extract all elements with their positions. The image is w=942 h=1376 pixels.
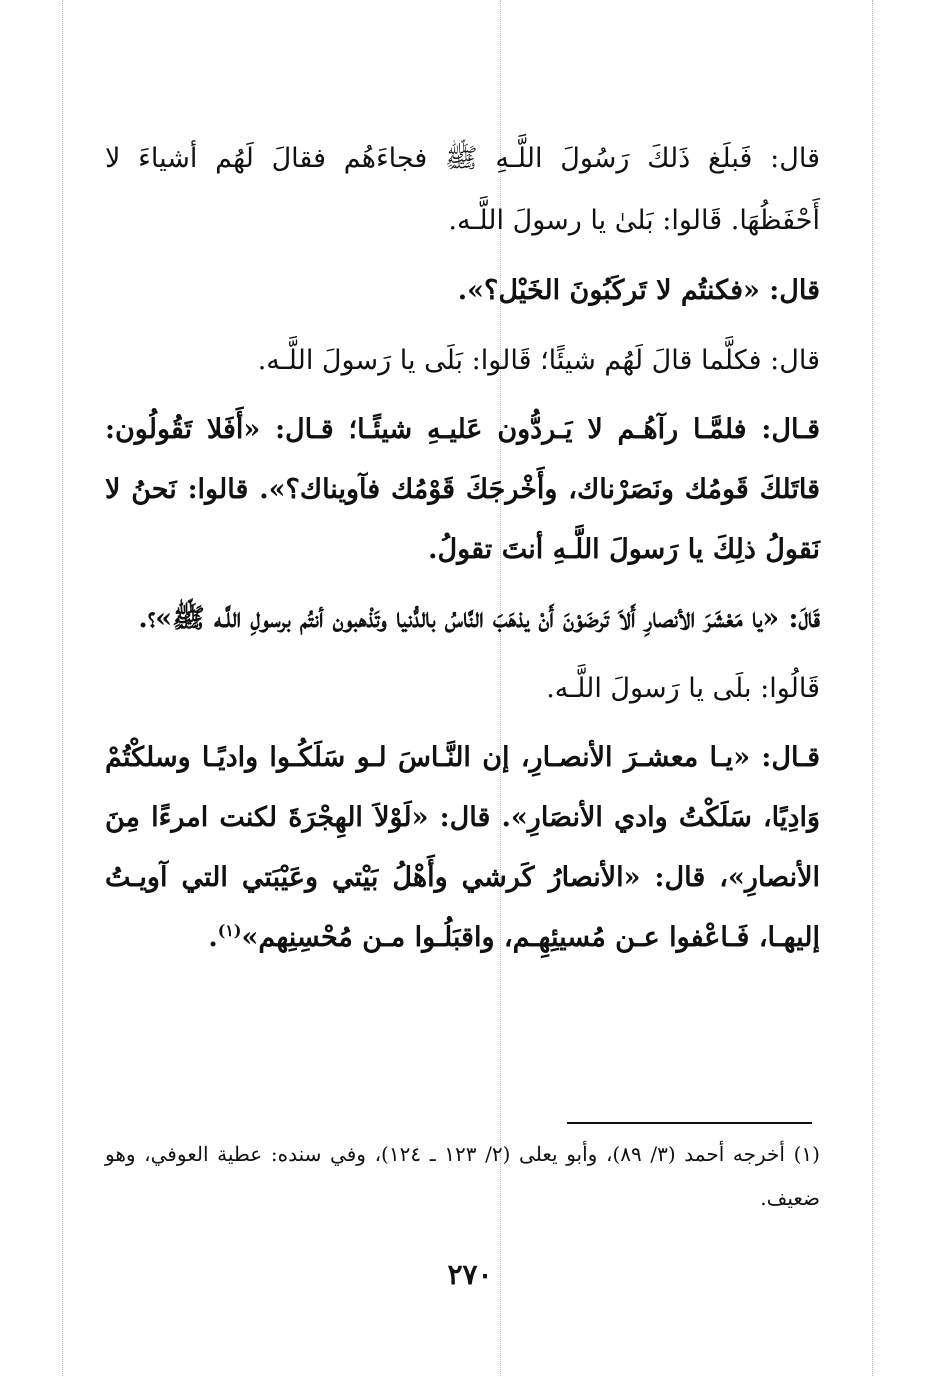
paragraph: قال: فَبلَغ ذَلكَ رَسُولَ اللَّـهِ ﷺ فجاءَهُم فقالَ لَهُم أشياءَ لا أَحْفَظُهَا. قَالوا: بَلىٰ يا رسولَ اللَّـه. — [105, 143, 820, 236]
paragraph: قَالُوا: بلَى يا رَسولَ اللَّـه. — [546, 673, 820, 704]
paragraph: قَالَ: «يا مَعْشَرَ الأنصارِ أَلاَ تَرضَوْنَ أَنْ يذهَبَ النَّاسُ بالدُّنيا وتَذْهبون أنتُم برسولِ اللَّـه ﷺ»؟. — [138, 603, 820, 634]
scan-margin-dots-left — [62, 0, 63, 1376]
footnote-reference: (١) — [217, 921, 242, 940]
paragraph: قال: «فكنتُم لا تَركَبُونَ الخَيْل؟». — [457, 275, 820, 306]
paragraph: قال: فكلَّما قالَ لَهُم شيئًا؛ قَالوا: بَلَى يا رَسولَ اللَّـه. — [257, 345, 820, 376]
paragraph-end: . — [208, 922, 218, 953]
footnote-separator — [567, 1122, 812, 1124]
paragraph-with-footnote — [105, 728, 820, 968]
page-body — [105, 128, 820, 976]
footnote: (١) أخرجه أحمد (٣/ ٨٩)، وأبو يعلى (٢/ ١٢٣ ـ ١٢٤)، وفي سنده: عطية العوفي، وهو ضعيف. — [105, 1142, 820, 1210]
scan-margin-dots-right — [872, 0, 873, 1376]
page-number: ٢٧٠ — [447, 1258, 493, 1291]
paragraph: قـال: فلمَّـا رآهُـم لا يَـردُّون عَليـهِ شيئًـا؛ قـال: «أَفَلا تَقُولُون: قاتَلكَ قَومُك ونَصَرْناك، وأَخْرجَكَ قَوْمُك فآويناك؟». قالوا: نَحنُ لا نَقولُ ذلِكَ يا رَسولَ اللَّـهِ أنتَ تقولُ. — [105, 414, 820, 565]
paragraph-text: قـال: «يـا معشـرَ الأنصـارِ، إن النَّـاسَ لـو سَلَكُـوا واديًـا وسلكْتُمْ وَادِيًا، سَلَكْتُ وادي الأنصَارِ». قال: «لَوْلاَ الهِجْرَةَ لكنت امرءًا مِنَ الأنصارِ»، قال: «الأنصارُ كَرشي وأَهْلُ بَيْتي وعَيْبَتي التي آويـتُ إليهـا، فَـاعْفوا عـن مُسيئِهِـم، واقبَلُـوا مـن مُحْسِنِهم» — [105, 742, 820, 953]
